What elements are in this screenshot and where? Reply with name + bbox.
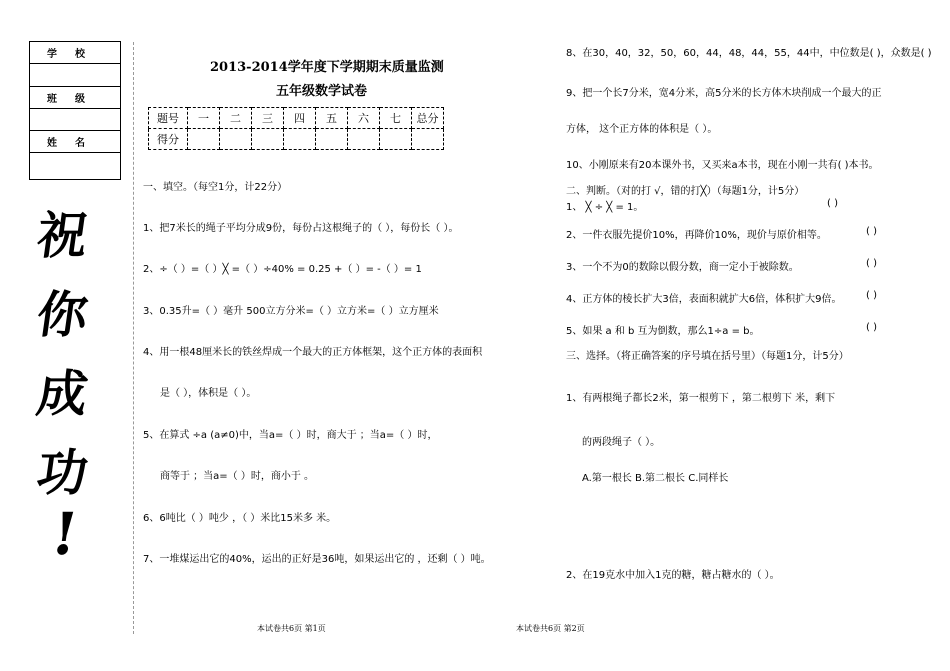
blessing-char-2: 你 <box>33 285 92 344</box>
score-cell[interactable] <box>412 129 444 150</box>
score-header-cell: 总分 <box>412 108 444 129</box>
section-judge-heading: 二、判断。（对的打 √，错的打╳）（每题1分，计5分） <box>566 186 805 197</box>
score-header-cell: 二 <box>220 108 252 129</box>
score-cell[interactable] <box>380 129 412 150</box>
blessing-char-3: 成 <box>33 364 92 423</box>
score-header-cell: 五 <box>316 108 348 129</box>
student-info-box <box>29 41 121 180</box>
info-school-blank[interactable] <box>30 64 120 86</box>
score-header-cell: 六 <box>348 108 380 129</box>
section-choice-heading: 三、选择。（将正确答案的序号填在括号里）（每题1分，计5分） <box>566 351 849 362</box>
info-class-label: 班级 <box>30 87 120 109</box>
score-table <box>148 107 444 150</box>
blessing-char-4: 功 <box>33 443 92 502</box>
score-cell[interactable] <box>252 129 284 150</box>
question-5-line-2: 商等于 ；当a=（ ）时，商小于 。 <box>160 471 315 482</box>
score-cell[interactable] <box>188 129 220 150</box>
score-header-cell: 三 <box>252 108 284 129</box>
blessing-char-1: 祝 <box>33 206 92 265</box>
question-9-line-1: 9、把一个长7分米，宽4分米，高5分米的长方体木块削成一个最大的正 <box>566 88 882 99</box>
score-cell[interactable] <box>284 129 316 150</box>
choice-1-line-2: 的两段绳子（ ）。 <box>582 437 661 448</box>
judge-5-answer[interactable]: ( ) <box>866 322 877 333</box>
info-name-label: 姓名 <box>30 131 120 153</box>
judge-3: 3、一个不为0的数除以假分数，商一定小于被除数。 <box>566 262 799 273</box>
score-cell[interactable] <box>348 129 380 150</box>
page-footer-1: 本试卷共6页 第1页 <box>257 624 326 633</box>
judge-5: 5、如果 a 和 b 互为倒数，那么1÷a = b。 <box>566 326 760 337</box>
question-8: 8、在30，40，32，50，60，44，48，44，55，44中，中位数是( )，众数是( ) <box>566 48 932 59</box>
score-header-cell: 题号 <box>149 108 188 129</box>
score-header-cell: 四 <box>284 108 316 129</box>
judge-1-answer[interactable]: ( ) <box>827 198 838 209</box>
question-3: 3、0.35升=（ ）毫升 500立方分米=（ ）立方米=（ ）立方厘米 <box>143 306 439 317</box>
question-2: 2、÷（ ）=（ ）╳ =（ ）÷40% = 0.25 +（ ）= -（ ）= 1 <box>143 264 422 275</box>
question-7: 7、一堆煤运出它的40%，运出的正好是36吨，如果运出它的 ，还剩（ ）吨。 <box>143 554 491 565</box>
info-school-label: 学校 <box>30 42 120 64</box>
score-header-cell: 一 <box>188 108 220 129</box>
section-fill-blank-heading: 一、填空。（每空1分，计22分） <box>143 182 288 193</box>
question-1: 1、把7米长的绳子平均分成9份，每份占这根绳子的（ ），每份长（ ）。 <box>143 223 459 234</box>
question-4-line-1: 4、用一根48厘米长的铁丝焊成一个最大的正方体框架，这个正方体的表面积 <box>143 347 483 358</box>
judge-4-answer[interactable]: ( ) <box>866 290 877 301</box>
score-table-header-row <box>149 108 444 129</box>
judge-2-answer[interactable]: ( ) <box>866 226 877 237</box>
page-footer-2: 本试卷共6页 第2页 <box>516 624 585 633</box>
question-10: 10、小刚原来有20本课外书，又买来a本书，现在小刚一共有( )本书。 <box>566 160 879 171</box>
exam-subtitle: 五年级数学试卷 <box>276 84 368 99</box>
score-table-score-row <box>149 129 444 150</box>
exam-title: 2013-2014学年度下学期期末质量监测 <box>210 60 444 75</box>
judge-4: 4、正方体的棱长扩大3倍，表面积就扩大6倍，体积扩大9倍。 <box>566 294 842 305</box>
choice-1-options: A.第一根长 B.第二根长 C.同样长 <box>582 473 729 484</box>
score-label-cell: 得分 <box>149 129 188 150</box>
binding-line <box>133 42 134 634</box>
judge-2: 2、一件衣服先提价10%，再降价10%，现价与原价相等。 <box>566 230 827 241</box>
info-class-blank[interactable] <box>30 109 120 131</box>
blessing-char-5: ! <box>47 500 83 568</box>
choice-2: 2、在19克水中加入1克的糖，糖占糖水的（ ）。 <box>566 570 780 581</box>
info-name-blank[interactable] <box>30 153 120 175</box>
judge-3-answer[interactable]: ( ) <box>866 258 877 269</box>
question-6: 6、6吨比（ ）吨少 ，（ ）米比15米多 米。 <box>143 513 337 524</box>
score-cell[interactable] <box>316 129 348 150</box>
choice-1-line-1: 1、有两根绳子都长2米，第一根剪下 ，第二根剪下 米，剩下 <box>566 393 836 404</box>
question-5-line-1: 5、在算式 ÷a (a≠0)中，当a=（ ）时，商大于 ；当a=（ ）时， <box>143 430 438 441</box>
question-9-line-2: 方体， 这个正方体的体积是（ ）。 <box>566 124 718 135</box>
judge-1: 1、 ╳ ÷ ╳ = 1。 <box>566 202 644 213</box>
score-header-cell: 七 <box>380 108 412 129</box>
score-cell[interactable] <box>220 129 252 150</box>
question-4-line-2: 是（ ），体积是（ ）。 <box>160 388 257 399</box>
